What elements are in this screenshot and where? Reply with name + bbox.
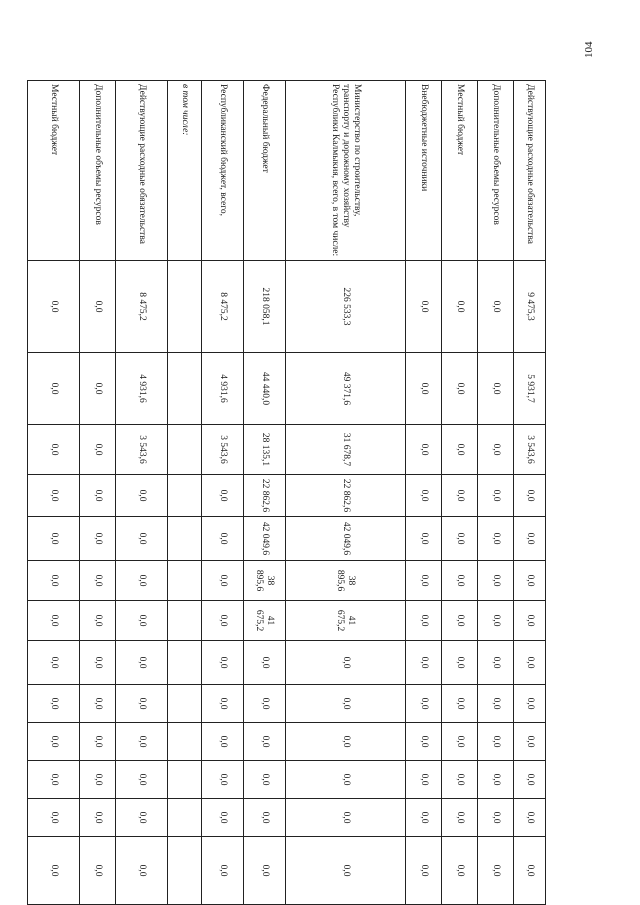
value-cell: 0,0: [406, 723, 442, 761]
page-number: 104: [583, 41, 595, 58]
value-cell: 0,0: [116, 475, 168, 517]
row-label: Внебюджетные источники: [406, 81, 442, 261]
value-cell: [168, 261, 202, 353]
value-cell: 0,0: [442, 261, 478, 353]
value-cell: 0,0: [406, 261, 442, 353]
value-cell: 0,0: [244, 799, 286, 837]
value-cell: 0,0: [244, 685, 286, 723]
value-cell: 0,0: [116, 685, 168, 723]
value-cell: 0,0: [80, 261, 116, 353]
value-cell: 0,0: [28, 561, 80, 601]
value-cell: 0,0: [80, 517, 116, 561]
value-cell: 0,0: [80, 685, 116, 723]
value-cell: 0,0: [442, 761, 478, 799]
value-cell: 0,0: [80, 475, 116, 517]
value-cell: 0,0: [406, 601, 442, 641]
value-cell: 0,0: [202, 561, 244, 601]
value-cell: 0,0: [28, 799, 80, 837]
value-cell: 0,0: [244, 641, 286, 685]
value-cell: 0,0: [116, 799, 168, 837]
value-cell: 3 543,6: [514, 425, 546, 475]
value-cell: 0,0: [478, 475, 514, 517]
value-cell: 0,0: [28, 685, 80, 723]
value-cell: 0,0: [478, 685, 514, 723]
value-cell: 0,0: [202, 475, 244, 517]
value-cell: 0,0: [116, 517, 168, 561]
value-cell: 3 543,6: [116, 425, 168, 475]
value-cell: 0,0: [28, 601, 80, 641]
value-cell: 0,0: [80, 353, 116, 425]
value-cell: 4 931,6: [202, 353, 244, 425]
value-cell: [168, 475, 202, 517]
value-cell: [168, 723, 202, 761]
value-cell: 0,0: [478, 723, 514, 761]
value-cell: [168, 561, 202, 601]
value-cell: [168, 425, 202, 475]
value-cell: 0,0: [442, 685, 478, 723]
value-cell: 0,0: [514, 517, 546, 561]
value-cell: 0,0: [478, 425, 514, 475]
value-cell: 0,0: [478, 837, 514, 905]
value-cell: 28 135,1: [244, 425, 286, 475]
row-label: Действующие расходные обязательства: [116, 81, 168, 261]
value-cell: 0,0: [80, 723, 116, 761]
value-cell: 0,0: [406, 425, 442, 475]
value-cell: 0,0: [406, 517, 442, 561]
row-label: Местный бюджет: [28, 81, 80, 261]
rotated-table-container: [28, 80, 546, 885]
value-cell: 8 475,2: [202, 261, 244, 353]
value-cell: 0,0: [116, 561, 168, 601]
value-cell: 0,0: [286, 837, 406, 905]
table-row: [514, 81, 546, 905]
value-cell: 0,0: [244, 761, 286, 799]
value-cell: 41 675,2: [286, 601, 406, 641]
value-cell: 0,0: [478, 561, 514, 601]
value-cell: 0,0: [478, 641, 514, 685]
value-cell: 0,0: [406, 353, 442, 425]
value-cell: 0,0: [406, 799, 442, 837]
value-cell: 0,0: [442, 837, 478, 905]
value-cell: 44 440,0: [244, 353, 286, 425]
value-cell: 0,0: [116, 641, 168, 685]
value-cell: 0,0: [478, 517, 514, 561]
value-cell: 5 931,7: [514, 353, 546, 425]
row-label: Республиканский бюджет, всего,: [202, 81, 244, 261]
table-row: [478, 81, 514, 905]
value-cell: 0,0: [244, 837, 286, 905]
value-cell: 0,0: [406, 837, 442, 905]
value-cell: [168, 601, 202, 641]
value-cell: 42 049,6: [286, 517, 406, 561]
value-cell: 0,0: [478, 601, 514, 641]
value-cell: 0,0: [442, 517, 478, 561]
value-cell: 226 533,3: [286, 261, 406, 353]
value-cell: 0,0: [514, 475, 546, 517]
value-cell: 0,0: [442, 723, 478, 761]
value-cell: 3 543,6: [202, 425, 244, 475]
value-cell: 0,0: [442, 425, 478, 475]
value-cell: 0,0: [478, 261, 514, 353]
value-cell: 0,0: [442, 641, 478, 685]
value-cell: 22 862,6: [286, 475, 406, 517]
value-cell: 0,0: [286, 761, 406, 799]
table-row: [80, 81, 116, 905]
value-cell: 0,0: [202, 517, 244, 561]
value-cell: 0,0: [442, 561, 478, 601]
table-row: [202, 81, 244, 905]
value-cell: 0,0: [116, 723, 168, 761]
value-cell: 0,0: [406, 685, 442, 723]
value-cell: 0,0: [28, 641, 80, 685]
row-label: Федеральный бюджет: [244, 81, 286, 261]
budget-table: [27, 80, 546, 905]
value-cell: 0,0: [80, 799, 116, 837]
value-cell: 0,0: [286, 685, 406, 723]
value-cell: 22 862,6: [244, 475, 286, 517]
value-cell: 218 058,1: [244, 261, 286, 353]
value-cell: 0,0: [80, 761, 116, 799]
table-row: [442, 81, 478, 905]
value-cell: 0,0: [442, 601, 478, 641]
value-cell: 38 895,6: [286, 561, 406, 601]
value-cell: 0,0: [28, 425, 80, 475]
value-cell: 42 049,6: [244, 517, 286, 561]
value-cell: 0,0: [28, 517, 80, 561]
value-cell: 0,0: [202, 685, 244, 723]
value-cell: [168, 353, 202, 425]
value-cell: 8 475,2: [116, 261, 168, 353]
value-cell: 0,0: [28, 723, 80, 761]
value-cell: 0,0: [28, 353, 80, 425]
value-cell: 0,0: [80, 561, 116, 601]
row-label: Местный бюджет: [442, 81, 478, 261]
value-cell: 0,0: [202, 723, 244, 761]
value-cell: 0,0: [514, 685, 546, 723]
value-cell: 0,0: [514, 723, 546, 761]
value-cell: 9 475,3: [514, 261, 546, 353]
value-cell: 38 895,6: [244, 561, 286, 601]
value-cell: 0,0: [202, 837, 244, 905]
value-cell: 0,0: [286, 723, 406, 761]
row-label: в том числе:: [168, 81, 202, 261]
table-row: [406, 81, 442, 905]
value-cell: 0,0: [202, 761, 244, 799]
value-cell: 0,0: [406, 561, 442, 601]
value-cell: 0,0: [80, 837, 116, 905]
value-cell: [168, 799, 202, 837]
value-cell: 0,0: [286, 641, 406, 685]
value-cell: 41 675,2: [244, 601, 286, 641]
value-cell: [168, 761, 202, 799]
value-cell: 0,0: [202, 601, 244, 641]
value-cell: 0,0: [202, 641, 244, 685]
value-cell: 0,0: [442, 799, 478, 837]
value-cell: 0,0: [514, 799, 546, 837]
value-cell: 0,0: [514, 561, 546, 601]
value-cell: [168, 517, 202, 561]
value-cell: 0,0: [406, 761, 442, 799]
value-cell: 0,0: [478, 761, 514, 799]
table-row: [244, 81, 286, 905]
value-cell: 0,0: [514, 837, 546, 905]
value-cell: 0,0: [406, 641, 442, 685]
row-label: Дополнительные объемы ресурсов: [478, 81, 514, 261]
value-cell: 0,0: [442, 475, 478, 517]
value-cell: 0,0: [514, 641, 546, 685]
value-cell: 0,0: [478, 353, 514, 425]
value-cell: 0,0: [514, 761, 546, 799]
table-row: [28, 81, 80, 905]
value-cell: [168, 837, 202, 905]
value-cell: 0,0: [406, 475, 442, 517]
value-cell: 0,0: [80, 641, 116, 685]
value-cell: 0,0: [286, 799, 406, 837]
value-cell: 0,0: [442, 353, 478, 425]
table-row: [116, 81, 168, 905]
value-cell: 4 931,6: [116, 353, 168, 425]
value-cell: 49 371,6: [286, 353, 406, 425]
value-cell: 0,0: [80, 601, 116, 641]
value-cell: 31 678,7: [286, 425, 406, 475]
value-cell: 0,0: [28, 261, 80, 353]
value-cell: 0,0: [116, 761, 168, 799]
row-label: Дополнительные объемы ресурсов: [80, 81, 116, 261]
value-cell: 0,0: [80, 425, 116, 475]
row-label: Министерство по строительству, транспорту и дорожному хозяйству Республики Калмыкия, всего, в том числе:: [286, 81, 406, 261]
value-cell: 0,0: [244, 723, 286, 761]
value-cell: 0,0: [28, 475, 80, 517]
table-row: [286, 81, 406, 905]
value-cell: 0,0: [116, 601, 168, 641]
value-cell: 0,0: [514, 601, 546, 641]
value-cell: 0,0: [116, 837, 168, 905]
table-body: [28, 81, 546, 905]
value-cell: [168, 685, 202, 723]
row-label: Действующие расходные обязательства: [514, 81, 546, 261]
value-cell: [168, 641, 202, 685]
value-cell: 0,0: [28, 837, 80, 905]
table-row: [168, 81, 202, 905]
value-cell: 0,0: [28, 761, 80, 799]
value-cell: 0,0: [202, 799, 244, 837]
value-cell: 0,0: [478, 799, 514, 837]
